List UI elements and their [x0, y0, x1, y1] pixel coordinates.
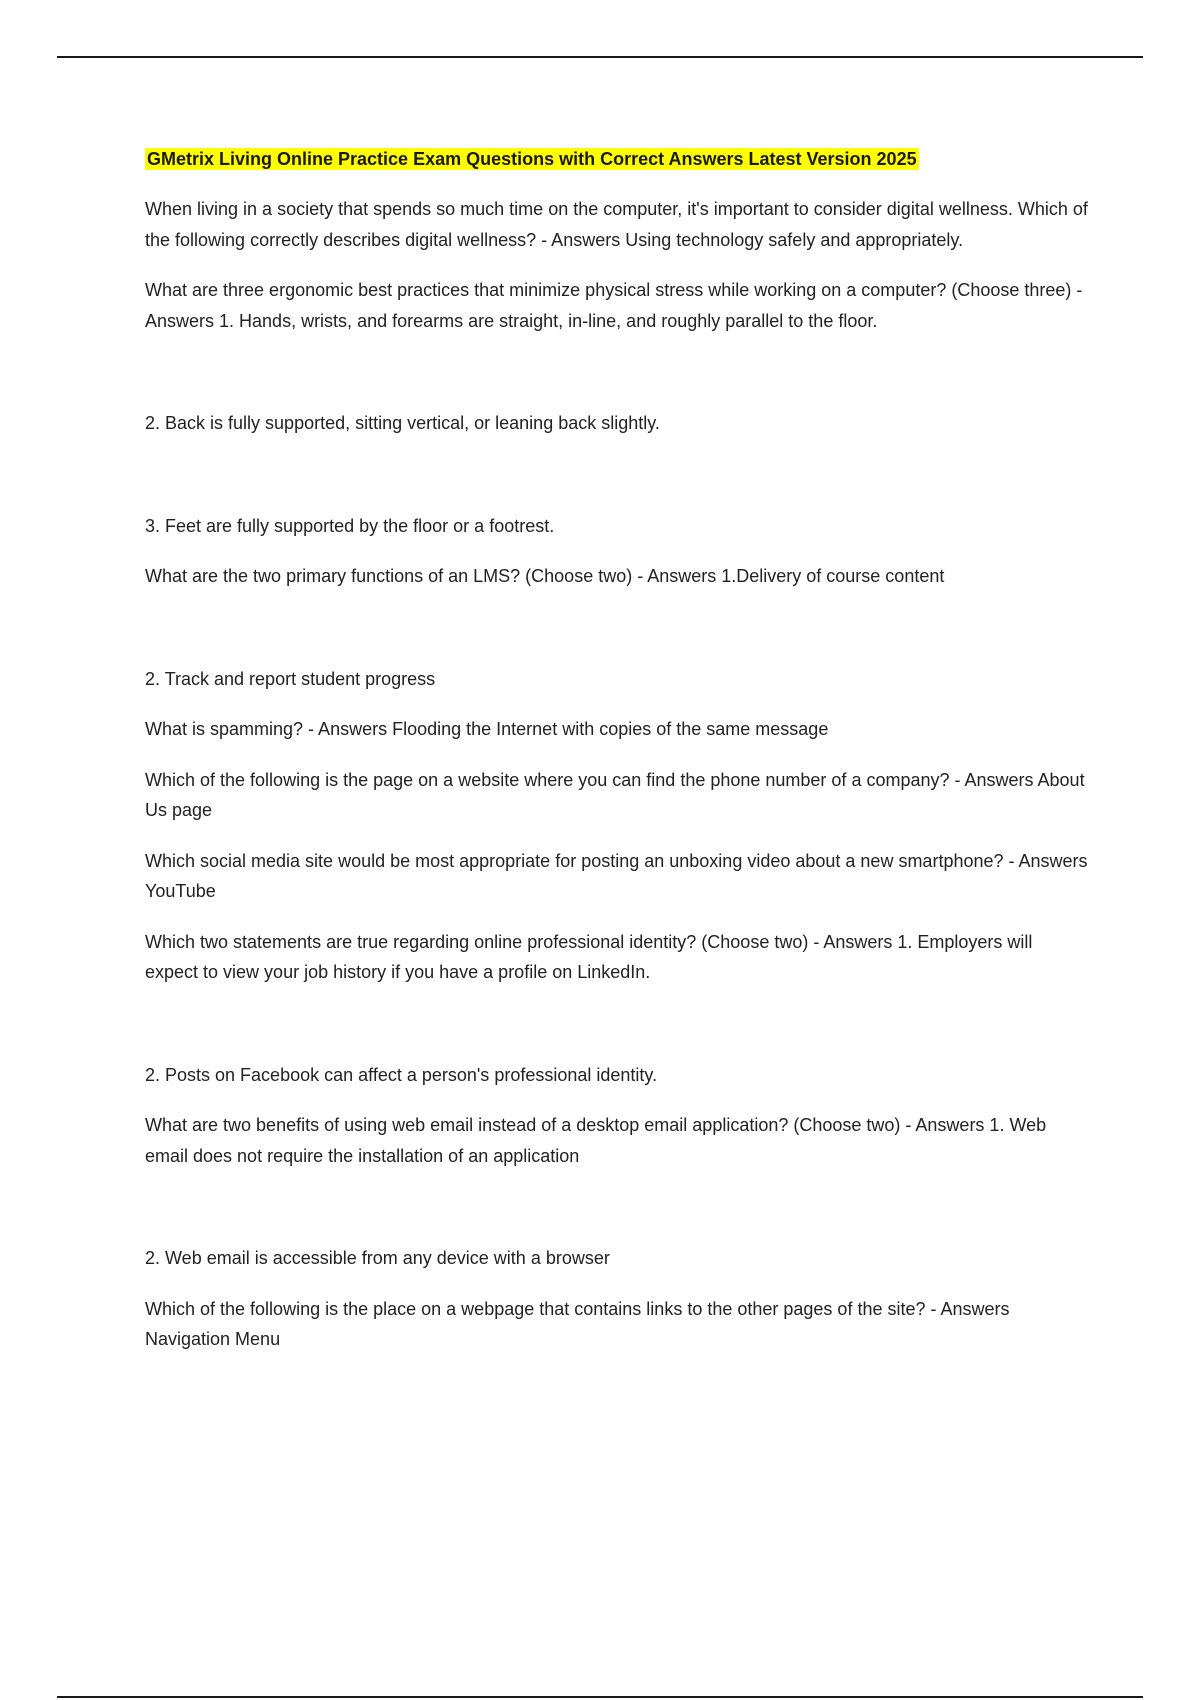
- answer-professional-identity-2: 2. Posts on Facebook can affect a person's professional identity.: [145, 1064, 658, 1085]
- question-web-email: What are two benefits of using web email instead of a desktop email application? (Choose two) - Answers 1. Web email does not require the installation of an application: [145, 1115, 1047, 1166]
- question-digital-wellness: When living in a society that spends so much time on the computer, it's important to consider digital wellness. Which of the following correctly describes digital wellness? - Answers Using technology safely and appropriately.: [145, 199, 1088, 250]
- question-lms: What are the two primary functions of an LMS? (Choose two) - Answers 1.Delivery of course content: [145, 566, 945, 586]
- title-line: [145, 146, 1090, 174]
- question-ergonomics: What are three ergonomic best practices that minimize physical stress while working on a computer? (Choose three) - Answers 1. Hands, wrists, and forearms are straight, in-line, and roughly parallel to the floor.: [145, 280, 1083, 331]
- question-spamming: What is spamming? - Answers Flooding the Internet with copies of the same message: [145, 719, 829, 739]
- top-rule: [57, 56, 1143, 58]
- answer-lms-2: 2. Track and report student progress: [145, 668, 436, 689]
- question-navigation-menu: Which of the following is the place on a webpage that contains links to the other pages of the site? - Answers Navigation Menu: [145, 1298, 1010, 1349]
- question-phone-number-page: Which of the following is the page on a website where you can find the phone number of a company? - Answers About Us page: [145, 769, 1085, 820]
- question-unboxing-video: Which social media site would be most appropriate for posting an unboxing video about a new smartphone? - Answers YouTube: [145, 850, 1088, 901]
- bottom-rule: [57, 1696, 1143, 1698]
- question-professional-identity: Which two statements are true regarding online professional identity? (Choose two) - Answers 1. Employers will expect to view your job history if you have a profile on LinkedIn.: [145, 931, 1033, 982]
- answer-ergonomics-2: 2. Back is fully supported, sitting vertical, or leaning back slightly.: [145, 413, 660, 433]
- document-title: GMetrix Living Online Practice Exam Questions with Correct Answers Latest Version 2025: [147, 149, 917, 169]
- document-body: [145, 146, 1090, 1375]
- answer-ergonomics-3: 3. Feet are fully supported by the floor or a footrest.: [145, 515, 555, 536]
- answer-web-email-2: 2. Web email is accessible from any device with a browser: [145, 1248, 610, 1268]
